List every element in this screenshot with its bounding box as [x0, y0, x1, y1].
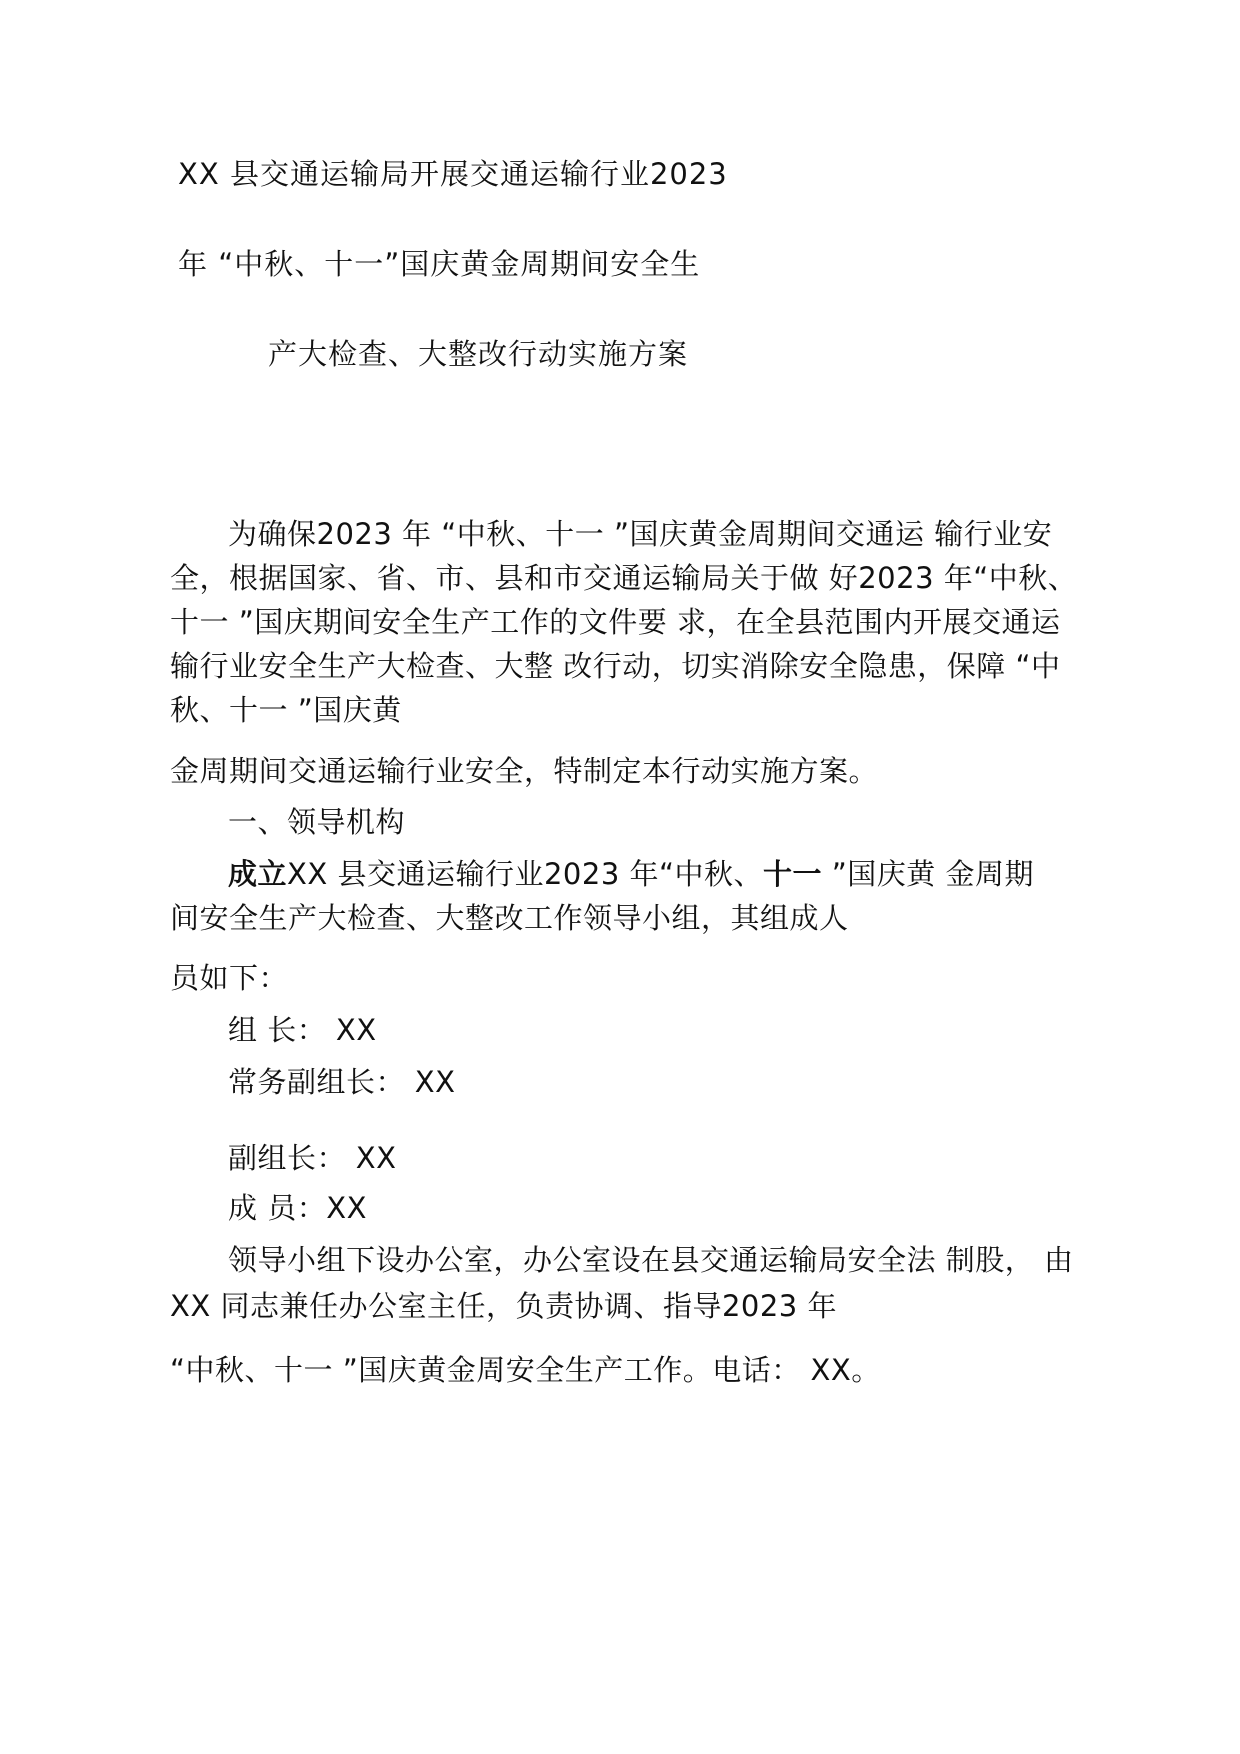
intro-paragraph-line: 秋、十一 ”国庆黄 — [170, 693, 402, 727]
document-title-line-3: 产大检查、大整改行动实施方案 — [268, 337, 689, 371]
member-members: 成 员：XX — [228, 1191, 367, 1225]
document-title-line-2: 年 “中秋、十一”国庆黄金周期间安全生 — [178, 247, 701, 281]
intro-paragraph-line: 十一 ”国庆期间安全生产工作的文件要 求，在全县范围内开展交通运 — [170, 605, 1061, 639]
establish-lead-text: 成立 — [228, 857, 288, 891]
establish-paragraph-line-2: 间安全生产大检查、大整改工作领导小组，其组成人 — [170, 901, 849, 935]
office-paragraph-line: 领导小组下设办公室，办公室设在县交通运输局安全法 制股， 由 — [228, 1243, 1074, 1277]
member-leader: 组 长： XX — [228, 1013, 377, 1047]
intro-paragraph-line: 为确保2023 年 “中秋、十一 ”国庆黄金周期间交通运 输行业安 — [228, 517, 1053, 551]
establish-text: ”国庆黄 金周期 — [822, 857, 1034, 891]
intro-paragraph-line: 全，根据国家、省、市、县和市交通运输局关于做 好2023 年“中秋、 — [170, 561, 1078, 595]
document-title-line-1: XX 县交通运输局开展交通运输行业2023 — [178, 157, 728, 191]
section-heading-leadership: 一、领导机构 — [228, 805, 406, 839]
intro-paragraph-line: 金周期间交通运输行业安全，特制定本行动实施方案。 — [170, 754, 879, 788]
member-deputy: 副组长： XX — [228, 1141, 397, 1175]
establish-text: XX 县交通运输行业2023 年“中秋、 — [287, 857, 764, 891]
office-paragraph-line: “中秋、十一 ”国庆黄金周安全生产工作。电话： XX。 — [170, 1353, 881, 1387]
establish-emphasis-text: 十一 — [763, 857, 823, 891]
intro-paragraph-line: 输行业安全生产大检查、大整 改行动，切实消除安全隐患，保障 “中 — [170, 649, 1061, 683]
establish-paragraph-line-3: 员如下： — [170, 961, 289, 995]
office-paragraph-line: XX 同志兼任办公室主任，负责协调、指导2023 年 — [170, 1289, 837, 1323]
establish-paragraph-line-1 — [228, 856, 1034, 892]
member-executive-deputy: 常务副组长： XX — [228, 1065, 456, 1099]
